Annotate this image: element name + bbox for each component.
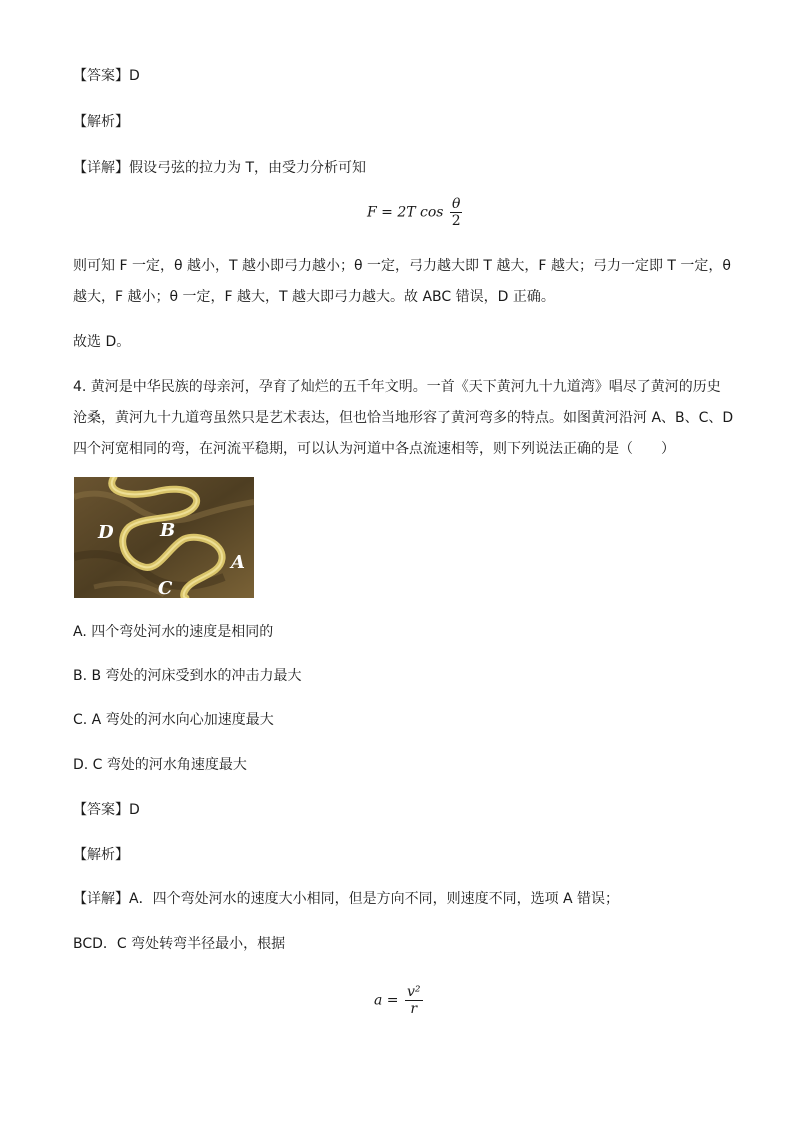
answer-line-q3 — [73, 66, 140, 86]
option-d: D. C 弯处的河水角速度最大 — [73, 757, 247, 773]
river-bends-illustration — [74, 477, 254, 598]
formula-fraction — [450, 196, 462, 229]
bend-label-b: B — [160, 520, 176, 541]
analysis-tag-q3: 【解析】 — [73, 114, 129, 130]
analysis-tag-q4: 【解析】 — [73, 847, 129, 863]
question-stem-line-2: 沧桑，黄河九十九道弯虽然只是艺术表达，但也恰当地形容了黄河弯多的特点。如图黄河沿河 A、B、C、D — [73, 410, 734, 426]
detail-line-q4 — [73, 889, 619, 909]
bcd-line: BCD．C 弯处转弯半径最小，根据 — [73, 936, 286, 952]
formula-force — [367, 196, 462, 229]
formula-denominator: 2 — [451, 213, 461, 229]
conclusion-q3: 故选 D。 — [73, 334, 131, 350]
option-b: B. B 弯处的河床受到水的冲击力最大 — [73, 668, 302, 684]
detail-line-q3 — [73, 158, 366, 178]
bend-label-d: D — [98, 522, 114, 543]
paragraph-line-2: 越大，F 越小；θ 一定，F 越大，T 越大即弓力越大。故 ABC 错误，D 正确。 — [73, 289, 555, 305]
paragraph-line-1: 则可知 F 一定，θ 越小，T 越小即弓力越小；θ 一定，弓力越大即 T 越大，F 越大；弓力一定即 T 一定，θ — [73, 258, 731, 274]
formula-lhs: F = 2T cos — [367, 204, 444, 221]
formula-acceleration — [374, 984, 423, 1017]
answer-line-q4 — [73, 800, 140, 820]
bend-label-c: C — [158, 578, 173, 598]
answer-tag: 【答案】 — [73, 68, 129, 84]
question-stem-line-1: 4. 黄河是中华民族的母亲河，孕育了灿烂的五千年文明。一首《天下黄河九十九道湾》唱尽了黄河的历史 — [73, 379, 721, 395]
detail-text: 假设弓弦的拉力为 T，由受力分析可知 — [129, 160, 367, 176]
yellow-river-photo — [74, 477, 254, 598]
option-a: A. 四个弯处河水的速度是相同的 — [73, 624, 274, 640]
detail-tag: 【详解】 — [73, 160, 129, 176]
detail-text: A．四个弯处河水的速度大小相同，但是方向不同，则速度不同，选项 A 错误； — [129, 891, 620, 907]
answer-value: D — [129, 802, 140, 818]
bend-label-a: A — [231, 552, 245, 573]
formula-numerator: v² — [406, 984, 421, 1000]
detail-tag: 【详解】 — [73, 891, 129, 907]
option-c: C. A 弯处的河水向心加速度最大 — [73, 712, 274, 728]
formula-lhs: a = — [374, 992, 399, 1009]
formula-denominator: r — [410, 1001, 418, 1017]
answer-tag: 【答案】 — [73, 802, 129, 818]
formula-numerator: θ — [451, 196, 461, 212]
formula-fraction — [405, 984, 423, 1017]
question-stem-line-3: 四个河宽相同的弯，在河流平稳期，可以认为河道中各点流速相等，则下列说法正确的是（ ） — [73, 441, 675, 457]
answer-value: D — [129, 68, 140, 84]
